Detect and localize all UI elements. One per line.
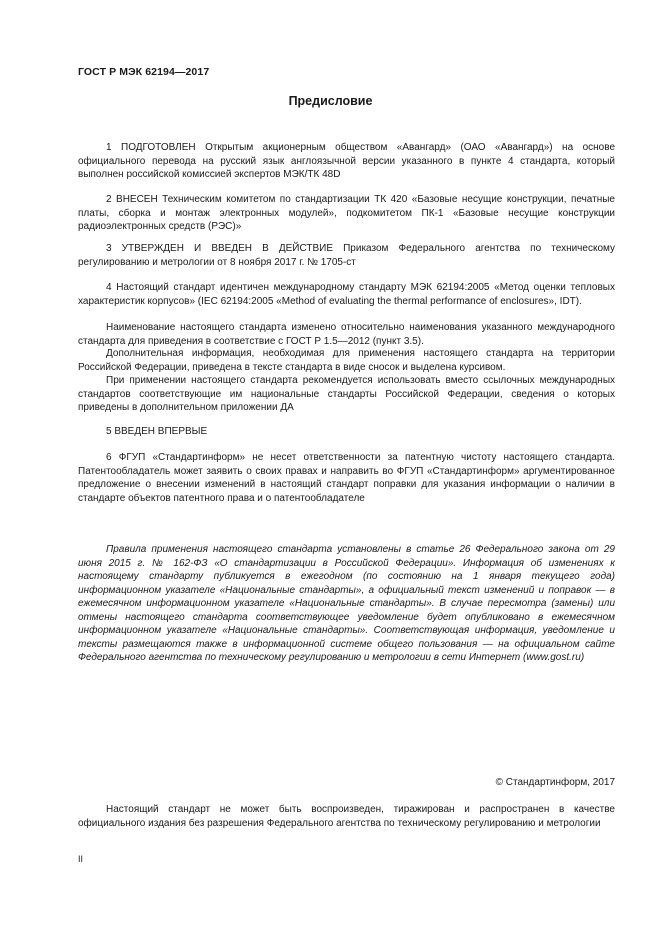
- paragraph-4-references: При применении настоящего стандарта рекомендуется использовать вместо ссылочных международных стандартов соответствующие им национальные стандарты Российской Федерации, сведения о которых приведены в дополнительном приложении ДА: [78, 375, 615, 413]
- paragraph-3: 3 УТВЕРЖДЕН И ВВЕДЕН В ДЕЙСТВИЕ Приказом Федерального агентства по техническому регулированию и метрологии от 8 ноября 2017 г. № 1705-ст: [78, 243, 615, 268]
- page-title: Предисловие: [288, 94, 373, 108]
- paragraph-1: 1 ПОДГОТОВЛЕН Открытым акционерным обществом «Авангард» (ОАО «Авангард») на основе официального перевода на русский язык англоязычной версии указанного в пункте 4 стандарта, который выполнен российской комиссией экспертов МЭК/ТК 48D: [78, 142, 615, 180]
- page-number: II: [78, 854, 84, 864]
- document-header: ГОСТ Р МЭК 62194—2017: [78, 66, 210, 78]
- paragraph-4-additional-info: Дополнительная информация, необходимая для применения настоящего стандарта на территории Российской Федерации, приведена в тексте стандарта в виде сносок и выделена курсивом.: [78, 348, 615, 373]
- rules-notice: Правила применения настоящего стандарта установлены в статье 26 Федерального закона от 29 июня 2015 г. № 162-ФЗ «О стандартизации в Российской Федерации». Информация об изменениях к настоящему стандарту публикуется в ежегодном (по состоянию на 1 января текущего года) информационном указателе «Национальные стандарты», а официальный текст изменений и поправок — в ежемесячном информационном указателе «Национальные стандарты». В случае пересмотра (замены) или отмены настоящего стандарта соответствующее уведомление будет опубликовано в ежемесячном информационном указателе «Национальные стандарты». Соответствующая информация, уведомление и тексты размещаются также в информационной системе общего пользования — на официальном сайте Федерального агентства по техническому регулированию и метрологии в сети Интернет (www.gost.ru): [78, 544, 615, 663]
- paragraph-4-name-change: Наименование настоящего стандарта изменено относительно наименования указанного международного стандарта для приведения в соответствие с ГОСТ Р 1.5—2012 (пункт 3.5).: [78, 322, 615, 347]
- paragraph-5: 5 ВВЕДЕН ВПЕРВЫЕ: [106, 426, 208, 437]
- copyright-notice: © Стандартинформ, 2017: [495, 777, 615, 788]
- paragraph-4-identity: 4 Настоящий стандарт идентичен международному стандарту МЭК 62194:2005 «Метод оценки тепловых характеристик корпусов» (IEC 62194:2005 «Method of evaluating the thermal performance of enclosures», IDT).: [78, 282, 615, 307]
- paragraph-6: 6 ФГУП «Стандартинформ» не несет ответственности за патентную чистоту настоящего стандарта. Патентообладатель может заявить о своих правах и направить во ФГУП «Стандартинформ» аргументированное предложение о внесении изменений в настоящий стандарт поправки для указания информации о наличии в стандарте объектов патентного права и о патентообладателе: [78, 452, 615, 504]
- reproduction-notice: Настоящий стандарт не может быть воспроизведен, тиражирован и распространен в качестве официального издания без разрешения Федерального агентства по техническому регулированию и метрологии: [78, 804, 615, 829]
- paragraph-2: 2 ВНЕСЕН Техническим комитетом по стандартизации ТК 420 «Базовые несущие конструкции, печатные платы, сборка и монтаж электронных модулей», подкомитетом ПК-1 «Базовые несущие конструкции радиоэлектронных средств (РЭС)»: [78, 194, 615, 232]
